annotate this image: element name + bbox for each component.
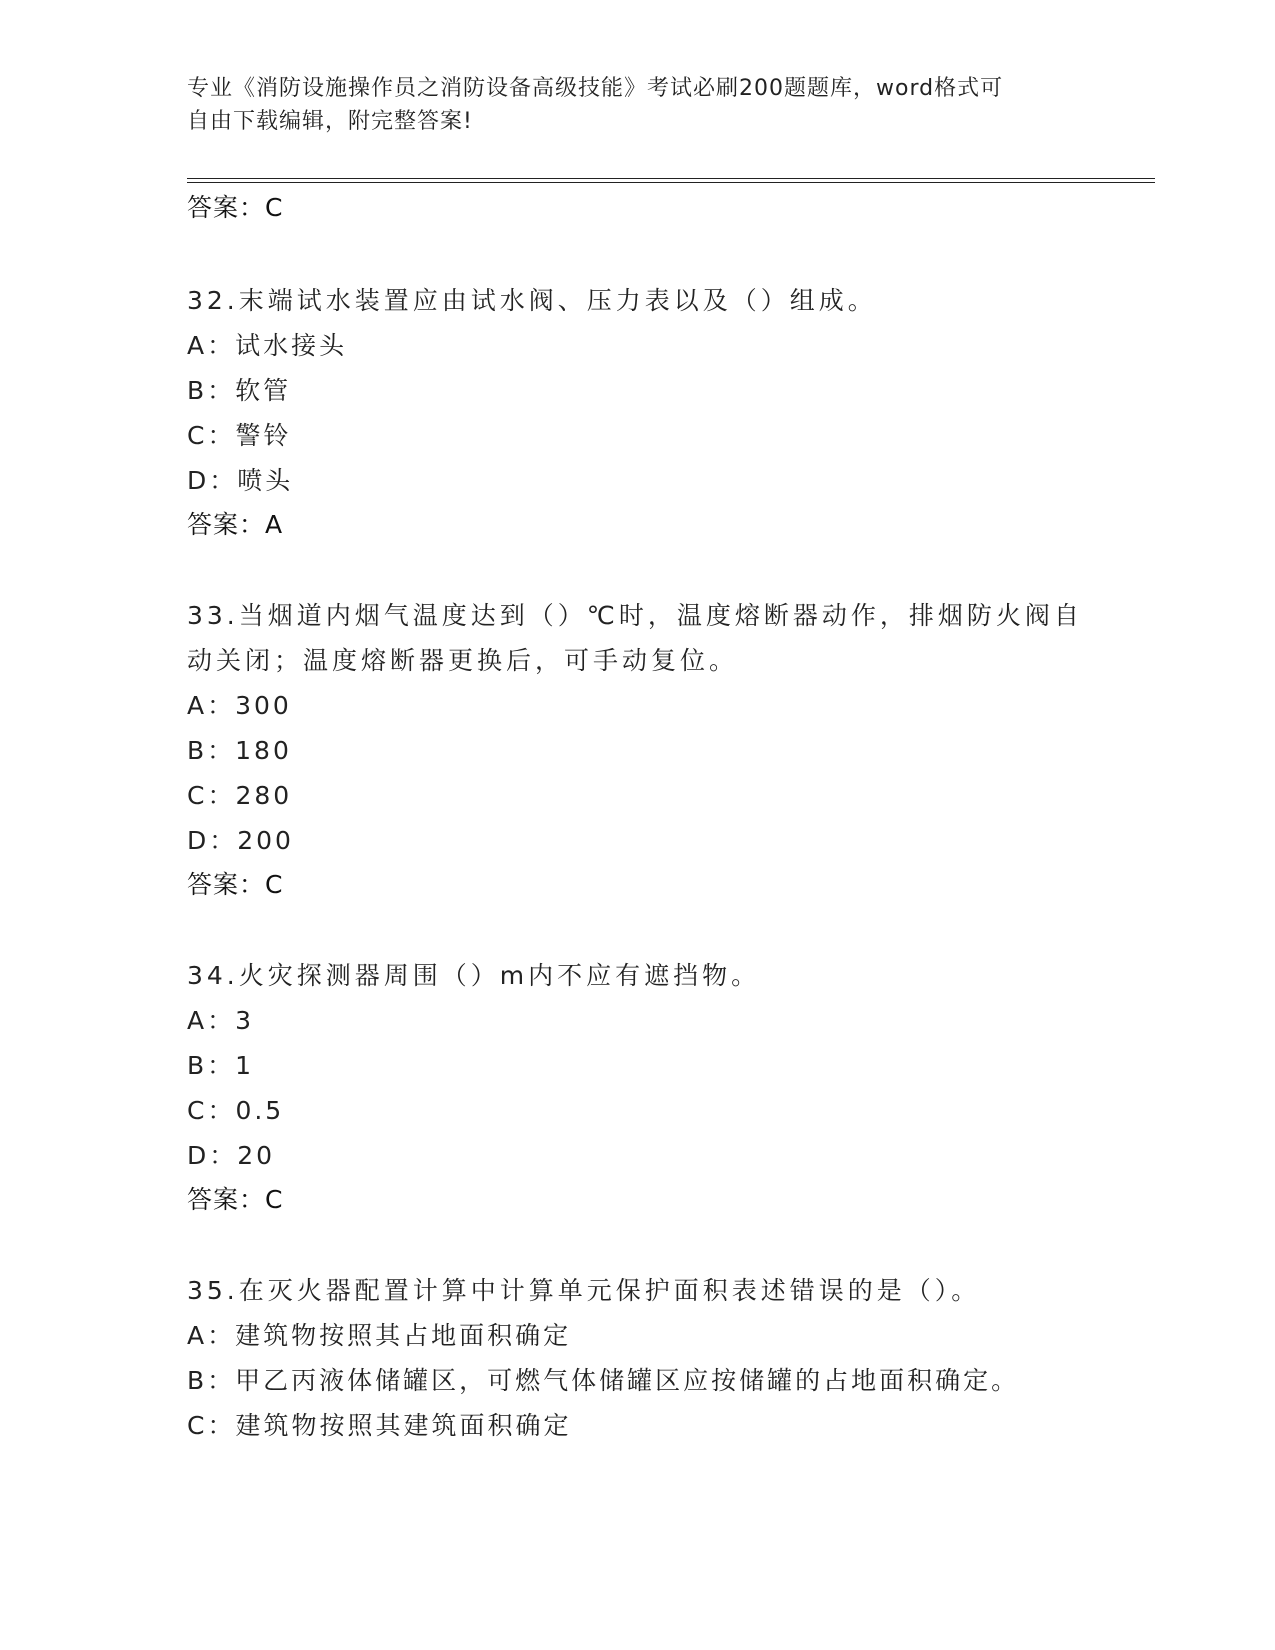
question-text-line-2: 动关闭；温度熔断器更换后，可手动复位。 (187, 646, 739, 675)
option-d: D：20 (187, 1141, 276, 1170)
answer: 答案：A (187, 510, 284, 539)
question-text: 32.末端试水装置应由试水阀、压力表以及（）组成。 (187, 286, 877, 315)
previous-answer: 答案：C (187, 193, 284, 222)
option-a: A：建筑物按照其占地面积确定 (187, 1321, 572, 1350)
document-body (187, 186, 1155, 1448)
option-a: A：3 (187, 1006, 255, 1035)
option-c: C：建筑物按照其建筑面积确定 (187, 1411, 572, 1440)
question-34 (187, 953, 1155, 1216)
option-b: B：180 (187, 736, 292, 765)
question-text-line-1: 33.当烟道内烟气温度达到（）℃时，温度熔断器动作，排烟防火阀自 (187, 601, 1083, 630)
question-32 (187, 278, 1155, 541)
answer: 答案：C (187, 1185, 284, 1214)
header-divider (187, 178, 1155, 183)
option-b: B：甲乙丙液体储罐区，可燃气体储罐区应按储罐的占地面积确定。 (187, 1366, 1020, 1395)
page-header (187, 72, 1067, 138)
question-text: 35.在灭火器配置计算中计算单元保护面积表述错误的是（）。 (187, 1276, 981, 1305)
option-c: C：280 (187, 781, 293, 810)
option-a: A：试水接头 (187, 331, 348, 360)
option-a: A：300 (187, 691, 292, 720)
option-b: B：1 (187, 1051, 255, 1080)
header-line-1: 专业《消防设施操作员之消防设备高级技能》考试必刷200题题库，word格式可 (187, 76, 1004, 101)
option-d: D：喷头 (187, 466, 294, 495)
answer: 答案：C (187, 870, 284, 899)
question-text: 34.火灾探测器周围（）m内不应有遮挡物。 (187, 961, 761, 990)
header-line-2: 自由下载编辑，附完整答案! (187, 109, 473, 134)
option-b: B：软管 (187, 376, 292, 405)
question-33 (187, 593, 1155, 901)
option-c: C：0.5 (187, 1096, 285, 1125)
option-c: C：警铃 (187, 421, 292, 450)
question-35 (187, 1268, 1155, 1448)
option-d: D：200 (187, 826, 294, 855)
